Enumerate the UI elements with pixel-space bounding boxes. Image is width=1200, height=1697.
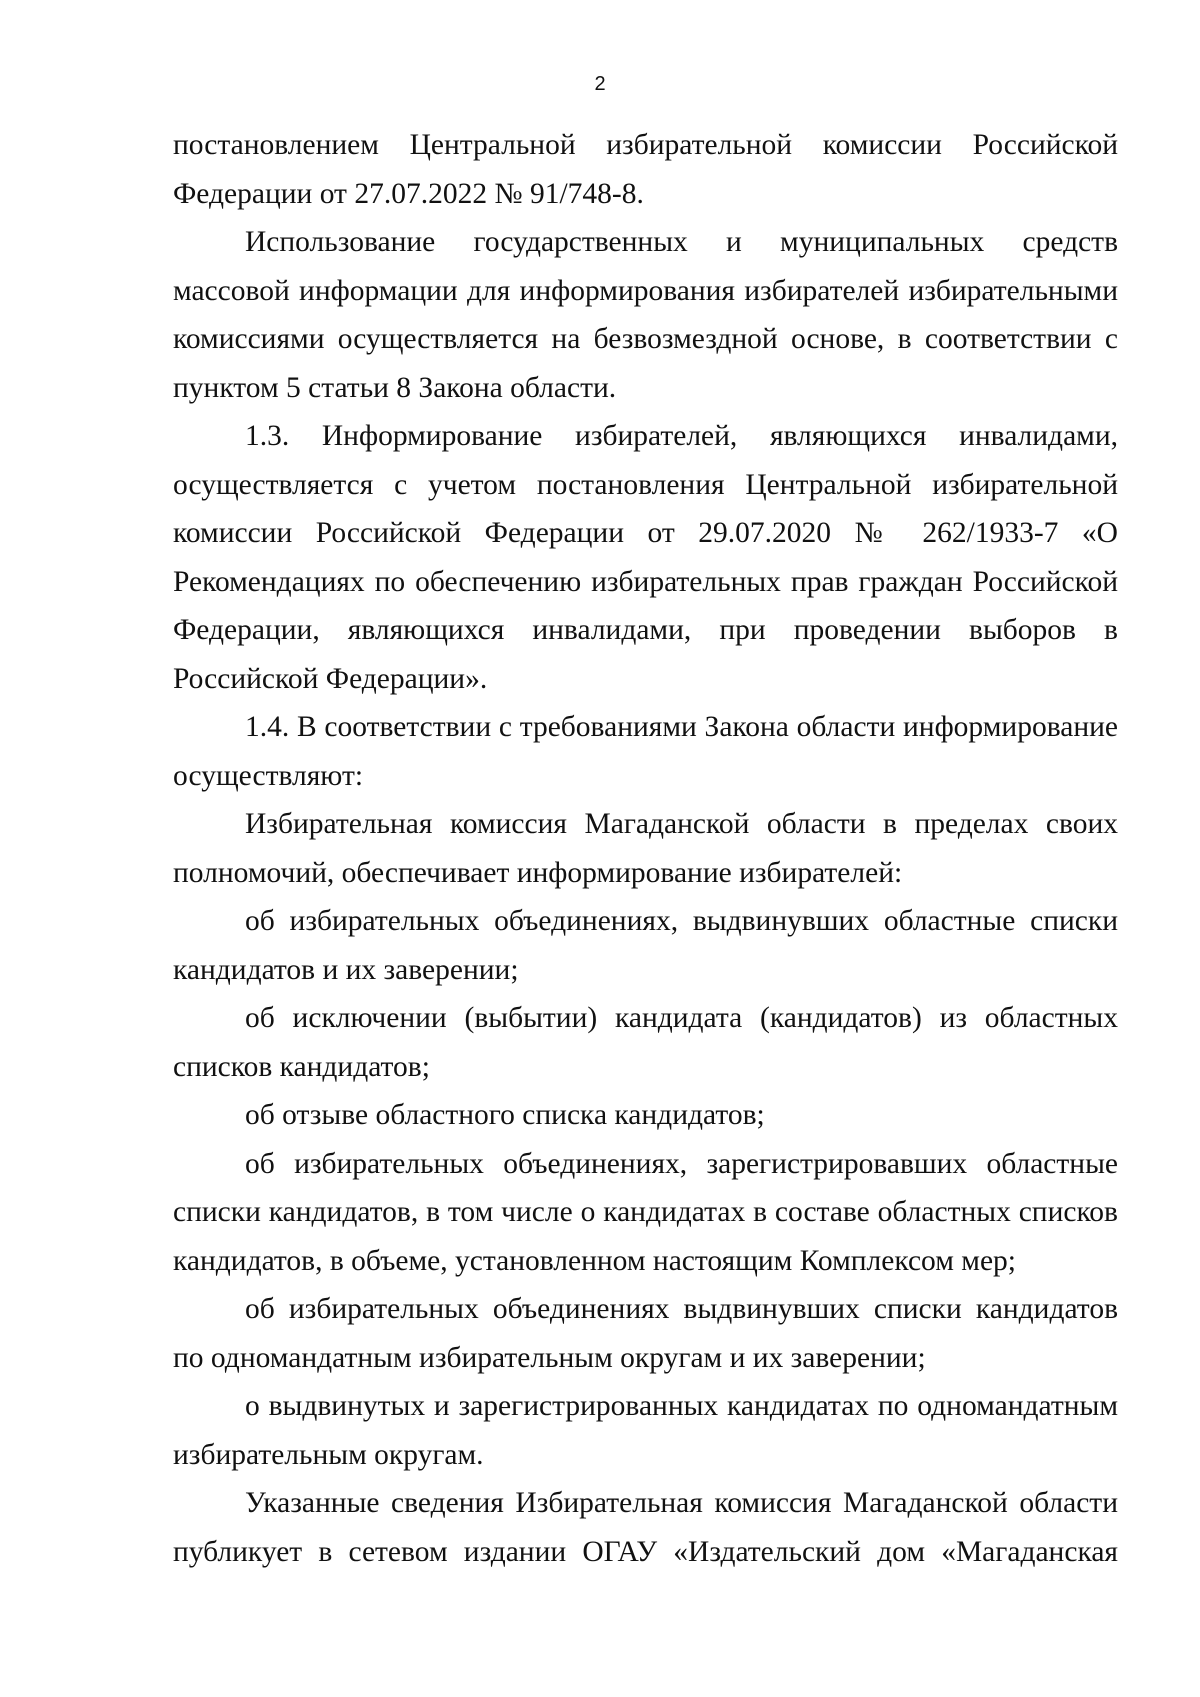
paragraph-commission-powers: Избирательная комиссия Магаданской области в пределах своих полномочий, обеспечивает информирование избирателей: (173, 808, 1118, 889)
list-item-list-withdrawal: об отзыве областного списка кандидатов; (245, 1099, 765, 1131)
list-item-candidate-exclusion: об исключении (выбытии) кандидата (кандидатов) из областных списков кандидатов; (173, 1002, 1118, 1083)
paragraph-1-3-disabled-voters: 1.3. Информирование избирателей, являющихся инвалидами, осуществляется с учетом постановления Центральной избирательной комиссии Российской Федерации от 29.07.2020 № 262/1933-7 «О Рекомендациях по обеспечению избирательных прав граждан Российской Федерации, являющихся инвалидами, при проведении выборов в Российской Федерации». (173, 420, 1118, 695)
paragraph-1-4-informing: 1.4. В соответствии с требованиями Закона области информирование осуществляют: (173, 711, 1118, 792)
list-item-nominated-lists: об избирательных объединениях, выдвинувших областные списки кандидатов и их заверении; (173, 905, 1118, 986)
page-number: 2 (594, 73, 606, 95)
paragraph-resolution-reference: постановлением Центральной избирательной комиссии Российской Федерации от 27.07.2022 № 91/748-8. (173, 129, 1118, 210)
paragraph-publication: Указанные сведения Избирательная комиссия Магаданской области публикует в сетевом издании ОГАУ «Издательский дом «Магаданская (173, 1487, 1118, 1568)
list-item-registered-lists: об избирательных объединениях, зарегистрировавших областные списки кандидатов, в том числе о кандидатах в составе областных списков кандидатов, в объеме, установленном настоящим Комплексом мер; (173, 1147, 1118, 1277)
document-body (173, 121, 1118, 1576)
list-item-single-mandate-candidates: о выдвинутых и зарегистрированных кандидатах по одномандатным избирательным округам. (173, 1390, 1118, 1471)
paragraph-media-usage: Использование государственных и муниципальных средств массовой информации для информирования избирателей избирательными комиссиями осуществляется на безвозмездной основе, в соответствии с пунктом 5 статьи 8 Закона области. (173, 226, 1118, 404)
list-item-single-mandate-lists: об избирательных объединениях выдвинувших списки кандидатов по одномандатным избирательным округам и их заверении; (173, 1293, 1118, 1374)
